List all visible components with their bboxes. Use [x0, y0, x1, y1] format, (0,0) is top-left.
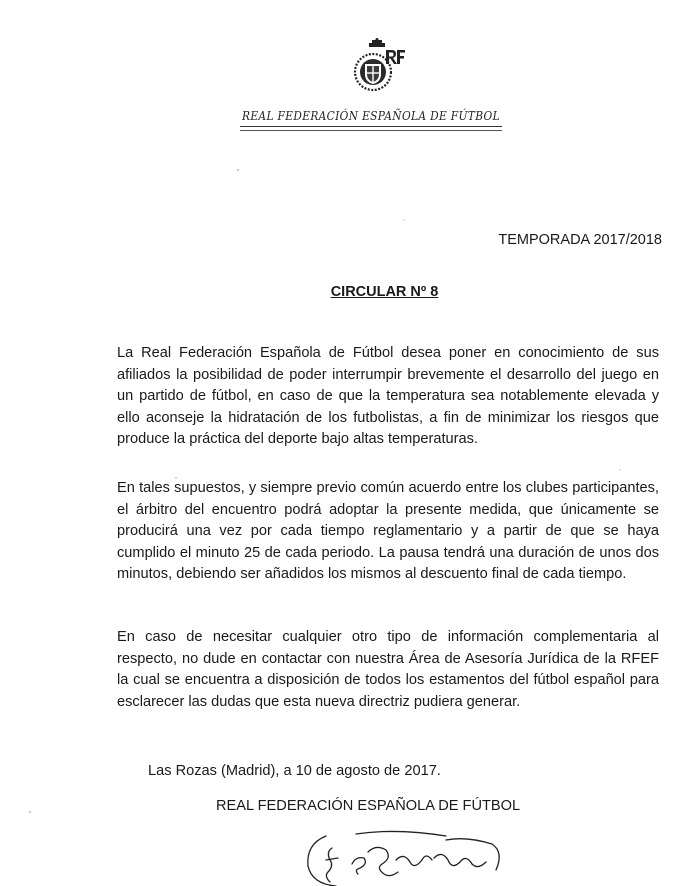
paragraph-3: En caso de necesitar cualquier otro tipo de información complementaria al respecto, no dude en contactar con nuestra Área de Asesoría Jurídica de la RFEF la cual se encuentra a disposición de todos los estamentos del fútbol español para esclarecer las dudas que esta nueva directriz pudiera generar. — [117, 629, 659, 710]
paragraph-2: En tales supuestos, y siempre previo común acuerdo entre los clubes participantes, el árbitro del encuentro podrá adoptar la presente medida, que únicamente se producirá una vez por cada tiempo reglamentario y a partir de que se haya cumplido el minuto 25 de cada periodo. La pausa tendrá una duración de unos dos minutos, debiendo ser añadidos los mismos al descuento final de cada tiempo. — [117, 480, 659, 583]
svg-text:REAL FEDERACIÓN ESPAÑOLA DE FÚ: REAL FEDERACIÓN ESPAÑOLA DE FÚTBOL — [242, 108, 546, 123]
header-rule-bottom — [240, 130, 502, 131]
paragraph-1: La Real Federación Española de Fútbol desea poner en conocimiento de sus afiliados la posibilidad de poder interrumpir brevemente el desarrollo del juego en un partido de fútbol, en caso de que la temperatura sea notablemente elevada y ello aconseje la hidratación de los futbolistas, a fin de minimizar los riesgos que produce la práctica del deporte bajo altas temperaturas. — [117, 345, 659, 448]
place-and-date: Las Rozas (Madrid), a 10 de agosto de 2017. — [148, 763, 441, 779]
handwritten-org-name — [242, 106, 546, 124]
rfef-crest-logo — [348, 38, 406, 102]
circular-title-text: CIRCULAR Nº 8 — [330, 284, 439, 300]
signatory-organization: REAL FEDERACIÓN ESPAÑOLA DE FÚTBOL — [216, 798, 521, 814]
crown-icon — [369, 38, 385, 47]
header-rule-top — [240, 126, 502, 127]
circular-title — [0, 284, 685, 300]
handwritten-signature — [296, 830, 506, 886]
rfef-monogram — [386, 50, 405, 64]
season-label: TEMPORADA 2017/2018 — [498, 232, 662, 248]
organization-handwritten-title — [242, 106, 546, 127]
